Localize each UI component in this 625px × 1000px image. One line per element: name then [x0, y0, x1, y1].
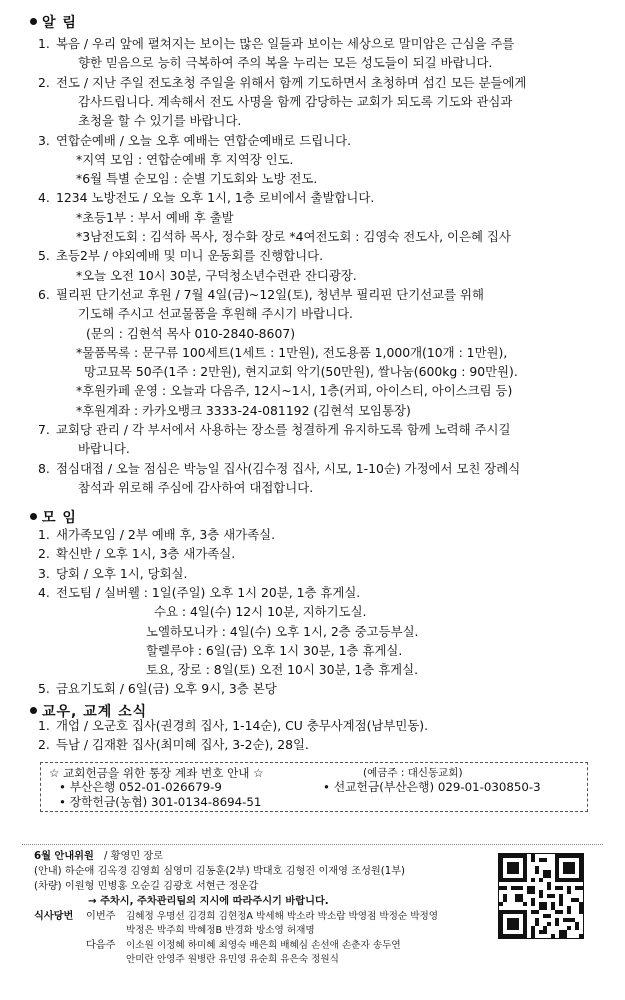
notices-item-line: 초청을 할 수 있기를 바랍니다. — [78, 113, 242, 129]
news-title: 교우, 교계 소식 — [30, 701, 147, 721]
notices-item-number: 4. — [38, 190, 50, 206]
fund-scholar: • 장학헌금(농협) 301-0134-8694-51 — [59, 795, 262, 809]
meal-this-1: 김혜정 우명선 김경희 김현정A 박세해 박소라 박소람 박영점 박정순 박정영 — [126, 911, 439, 922]
notices-item-line: 바랍니다. — [78, 441, 130, 457]
meal-next-2: 안미란 안영주 원병란 유민영 유순희 유은숙 정원식 — [126, 954, 339, 965]
notices-item-line: *6월 특별 순모임 : 순별 기도회와 노방 전도. — [76, 171, 318, 187]
notices-item-number: 6. — [38, 286, 50, 302]
meetings-item-number: 1. — [38, 527, 50, 542]
notices-title: 알 림 — [30, 12, 77, 32]
notices-item-number: 7. — [38, 422, 50, 437]
meetings-item-number: 5. — [38, 681, 50, 697]
notices-item-line: 참석과 위로해 주심에 감사하여 대접합니다. — [78, 479, 314, 495]
meetings-item-line: 수요 : 4일(수) 12시 10분, 지하기도실. — [154, 604, 367, 620]
meetings-title: 모 임 — [30, 507, 77, 527]
news-item-line: 개업 / 오군호 집사(권경희 집사, 1-14순), CU 충무사계점(남부민동). — [56, 718, 429, 733]
news-item-line: 득남 / 김재환 집사(최미혜 집사, 3-2순), 28일. — [56, 737, 309, 752]
meal-next-label: 다음주 — [86, 940, 116, 951]
meal-this-label: 이번주 — [86, 911, 116, 922]
notices-item-number: 5. — [38, 248, 50, 264]
committee-head: / 황영민 장로 — [104, 851, 164, 862]
notices-item-line: 필리핀 단기선교 후원 / 7월 4일(금)~12일(토), 청년부 필리핀 단기선교를 위해 — [56, 286, 484, 302]
notices-item-line: 감사드립니다. 계속해서 전도 사명을 함께 감당하는 교회가 되도록 기도와 관심과 — [78, 93, 513, 109]
notices-item-line: 교회당 관리 / 각 부서에서 사용하는 장소를 청결하게 유지하도록 함께 노력해 주시길 — [56, 422, 511, 437]
meetings-item-line: 새가족모임 / 2부 예배 후, 3층 새가족실. — [56, 527, 276, 542]
notices-item-number: 2. — [38, 74, 50, 90]
footer-divider — [22, 844, 603, 845]
meal-next-1: 이소원 이정혜 하미혜 최영숙 배은희 배혜심 손선애 손춘자 송두연 — [126, 940, 401, 951]
notices-item-line: 향한 믿음으로 능히 극복하여 주의 복을 누리는 모든 성도들이 되길 바랍니다. — [78, 55, 493, 71]
notices-item-line: 초등2부 / 야외예배 및 미니 운동회를 진행합니다. — [56, 248, 324, 264]
notices-item-number: 1. — [38, 36, 50, 51]
notices-item-line: 1234 노방전도 / 오늘 오후 1시, 1층 로비에서 출발합니다. — [56, 190, 375, 206]
meetings-item-line: 확신반 / 오후 1시, 3층 새가족실. — [56, 546, 236, 562]
meetings-item-line: 금요기도회 / 6일(금) 오후 9시, 3층 본당 — [56, 681, 277, 697]
fund-title: ☆ 교회헌금을 위한 통장 계좌 번호 안내 ☆ — [49, 766, 264, 780]
qr-code-graphic — [499, 854, 583, 938]
notices-item-line: *후원카페 운영 : 오늘과 다음주, 12시~1시, 1층(커피, 아이스티, 아이스크림 등) — [76, 383, 513, 399]
notices-item-line: *지역 모임 : 연합순예배 후 지역장 인도. — [76, 151, 294, 167]
notices-item-line: *오늘 오전 10시 30분, 구덕청소년수련관 잔디광장. — [76, 267, 357, 283]
notices-item-line: (문의 : 김현석 목사 010-2840-8607) — [86, 325, 296, 341]
notices-item-line: *초등1부 : 부서 예배 후 출발 — [76, 209, 234, 225]
news-item-number: 2. — [38, 737, 50, 752]
fund-holder: (예금주 : 대신동교회) — [363, 767, 463, 779]
meetings-item-line: 토요, 장로 : 8일(토) 오전 10시 30분, 1층 휴게실. — [146, 662, 419, 678]
notices-item-line: 전도 / 지난 주일 전도초청 주일을 위해서 함께 기도하면서 초청하며 섬긴 모든 분들에게 — [56, 74, 527, 90]
notices-item-line: 기도해 주시고 선교물품을 후원해 주시기 바랍니다. — [78, 306, 353, 322]
meetings-item-line: 노엘하모니카 : 4일(수) 오후 1시, 2층 중고등부실. — [146, 623, 419, 639]
notices-item-number: 8. — [38, 460, 50, 476]
notices-item-line: 연합순예배 / 오늘 오후 예배는 연합순예배로 드립니다. — [56, 132, 352, 148]
fund-busan: • 부산은행 052-01-026679-9 — [59, 780, 222, 794]
parking-note: → 주차시, 주차관리팀의 지시에 따라주시기 바랍니다. — [88, 896, 329, 907]
qr-code-icon — [498, 853, 584, 939]
fund-mission: • 선교헌금(부산은행) 029-01-030850-3 — [323, 780, 541, 794]
meetings-item-number: 2. — [38, 546, 50, 562]
notices-item-line: *3남전도회 : 김석하 목사, 정수화 장로 *4여전도회 : 김영숙 전도사, 이은혜 집사 — [76, 229, 511, 244]
notices-item-line: *후원계좌 : 카카오뱅크 3333-24-081192 (김현석 모임통장) — [76, 402, 411, 418]
meetings-item-number: 3. — [38, 565, 50, 581]
meal-label: 식사당번 — [34, 911, 74, 922]
guide-list: (안내) 하순애 김옥경 김영희 심영미 김동훈(2부) 박대호 김형진 이재영 조성원(1부) — [34, 866, 406, 877]
notices-item-number: 3. — [38, 132, 50, 148]
notices-item-line: 망고묘목 50주(1주 : 2만원), 현지교회 악기(50만원), 쌀나눔(600kg : 90만원). — [84, 364, 518, 380]
news-item-number: 1. — [38, 718, 50, 733]
offering-account-box — [40, 762, 588, 812]
committee-label: 6월 안내위원 — [34, 851, 94, 862]
meetings-item-line: 할렐루야 : 6일(금) 오후 1시 30분, 1층 휴게실. — [146, 642, 403, 658]
notices-item-line: *물품목록 : 문구류 100세트(1세트 : 1만원), 전도용품 1,000개(10개 : 1만원), — [76, 344, 508, 360]
meetings-item-line: 당회 / 오후 1시, 당회실. — [56, 565, 188, 581]
meetings-item-number: 4. — [38, 584, 50, 600]
notices-item-line: 점심대접 / 오늘 점심은 박능일 집사(김수정 집사, 시모, 1-10순) 가정에서 모친 장례식 — [56, 460, 521, 476]
parking-list: (차량) 이원형 민병홍 오순길 김광호 서현근 정운갑 — [34, 881, 259, 892]
meetings-item-line: 전도팀 / 실버웰 : 1일(주일) 오후 1시 20분, 1층 휴게실. — [56, 584, 361, 600]
meal-this-2: 박정은 박주희 박혜정B 반경화 방소영 허재명 — [126, 925, 315, 936]
notices-item-line: 복음 / 우리 앞에 펼쳐지는 보이는 많은 일들과 보이는 세상으로 말미암은 근심을 주를 — [56, 36, 515, 51]
